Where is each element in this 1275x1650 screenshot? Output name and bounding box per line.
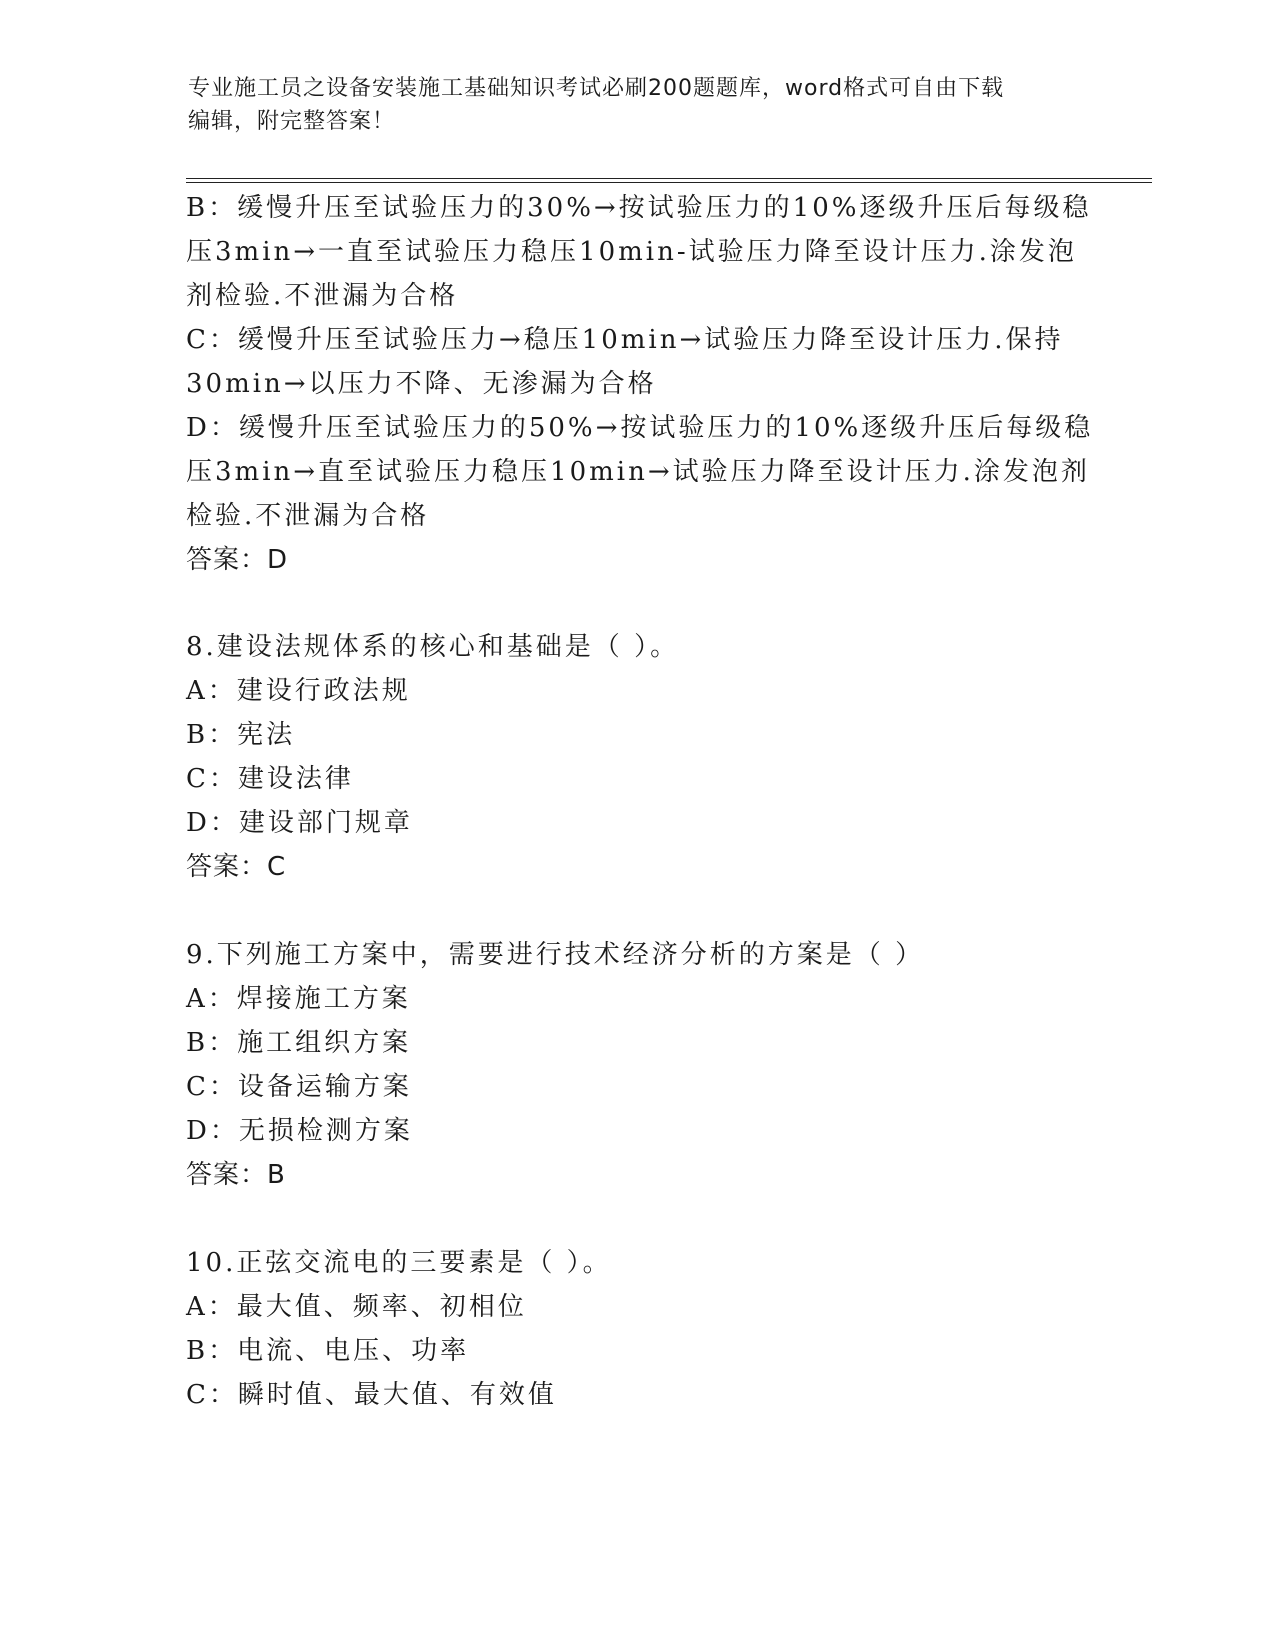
q8-answer: 答案：C <box>186 852 287 882</box>
q7-option-d-line-1: D：缓慢升压至试验压力的50%→按试验压力的10%逐级升压后每级稳 <box>186 413 1094 443</box>
q8-option-d: D：建设部门规章 <box>186 808 413 838</box>
header-title-line-1: 专业施工员之设备安装施工基础知识考试必刷200题题库，word格式可自由下载 <box>188 76 1005 101</box>
q9-answer: 答案：B <box>186 1160 286 1190</box>
q9-option-a: A：焊接施工方案 <box>186 984 411 1014</box>
header-title-line-2: 编辑，附完整答案！ <box>188 109 396 134</box>
q7-option-d-line-3: 检验.不泄漏为合格 <box>186 501 430 531</box>
q7-option-d-line-2: 压3min→直至试验压力稳压10min→试验压力降至设计压力.涂发泡剂 <box>186 457 1090 487</box>
q8-question: 8.建设法规体系的核心和基础是（ ）。 <box>186 632 680 662</box>
q8-option-c: C：建设法律 <box>186 764 354 794</box>
q7-option-b-line-1: B：缓慢升压至试验压力的30%→按试验压力的10%逐级升压后每级稳 <box>186 193 1092 223</box>
q8-option-a: A：建设行政法规 <box>186 676 411 706</box>
document-header <box>188 72 1088 138</box>
q8-option-b: B：宪法 <box>186 720 296 750</box>
header-divider-top <box>186 178 1152 179</box>
q10-option-a: A：最大值、频率、初相位 <box>186 1292 527 1322</box>
q9-option-d: D：无损检测方案 <box>186 1116 413 1146</box>
q7-option-b-line-3: 剂检验.不泄漏为合格 <box>186 281 459 311</box>
header-divider-bottom <box>186 182 1152 183</box>
q9-question: 9.下列施工方案中，需要进行技术经济分析的方案是（ ） <box>186 940 925 970</box>
q9-option-c: C：设备运输方案 <box>186 1072 412 1102</box>
q7-option-c-line-2: 30min→以压力不降、无渗漏为合格 <box>186 369 657 399</box>
q10-question: 10.正弦交流电的三要素是（ ）。 <box>186 1248 612 1278</box>
q7-answer: 答案：D <box>186 545 289 575</box>
q10-option-b: B：电流、电压、功率 <box>186 1336 470 1366</box>
q7-option-c-line-1: C：缓慢升压至试验压力→稳压10min→试验压力降至设计压力.保持 <box>186 325 1064 355</box>
q7-option-b-line-2: 压3min→一直至试验压力稳压10min-试验压力降至设计压力.涂发泡 <box>186 237 1077 267</box>
q10-option-c: C：瞬时值、最大值、有效值 <box>186 1380 557 1410</box>
q9-option-b: B：施工组织方案 <box>186 1028 412 1058</box>
